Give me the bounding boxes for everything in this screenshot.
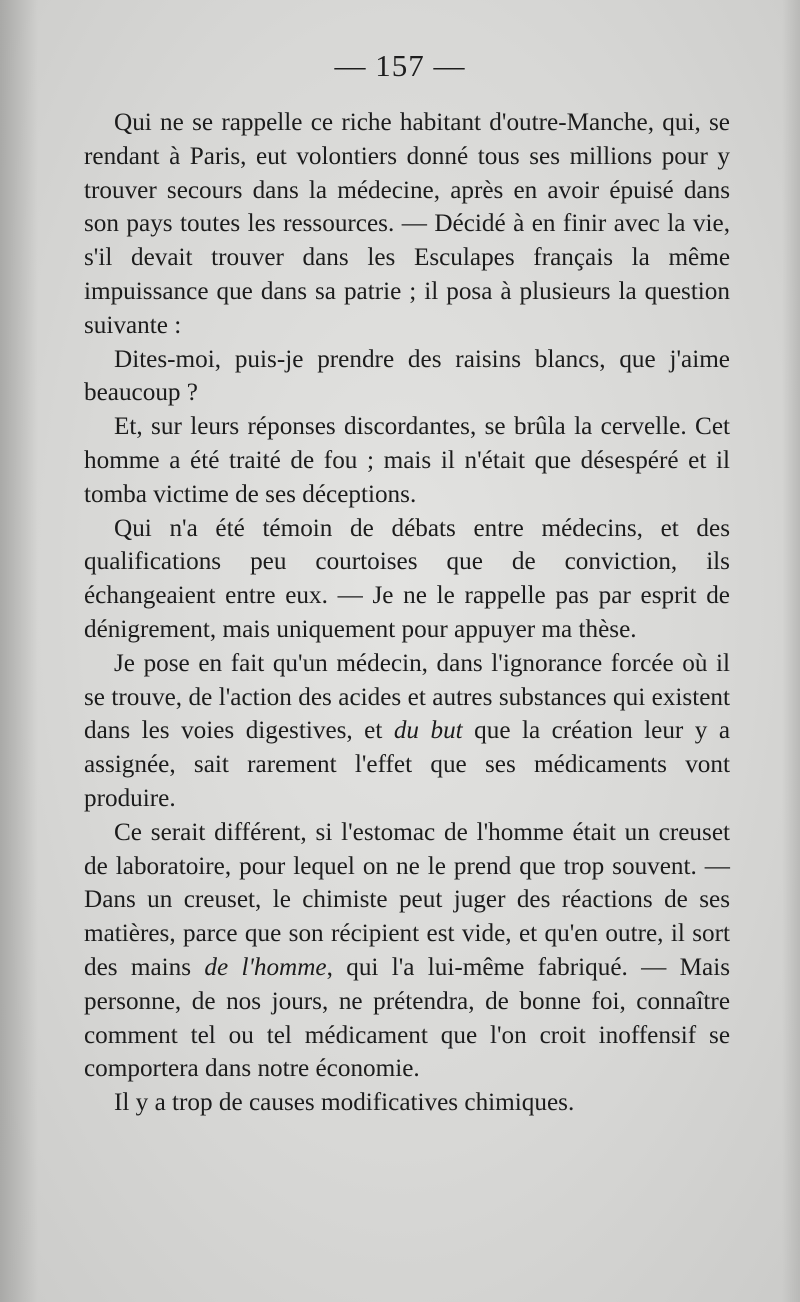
paragraph	[84, 647, 730, 816]
text-run: , qui l'a lui-même fabriqué. — Mais personne, de nos jours, ne prétendra, de bonne foi, connaître comment tel ou tel médicament que l'on croit inoffensif se comportera dans notre économie.	[84, 953, 730, 1083]
body-text	[84, 106, 730, 1120]
paragraph: Il y a trop de causes modificatives chimiques.	[114, 1089, 575, 1117]
paragraph: Et, sur leurs réponses discordantes, se brûla la cervelle. Cet homme a été traité de fou ; mais il n'était que désespéré et il tomba victime de ses déceptions.	[84, 413, 730, 508]
text-run: Ce serait différent, si l'estomac de l'homme était un creuset de laboratoire, pour lequel on ne le prend que trop souvent. — Dans un creuset, le chimiste peut juger des réactions de ses matières, parce que son récipient est vide, et qu'en outre, il sort des mains	[84, 818, 730, 981]
italic-text: du but	[393, 717, 463, 745]
paragraph	[84, 816, 730, 1086]
paragraph: Qui n'a été témoin de débats entre médecins, et des qualifications peu courtoises que de conviction, ils échangeaient entre eux. — Je ne le rappelle pas par esprit de dénigrement, mais uniquement pour appuyer ma thèse.	[84, 514, 730, 643]
page-number: — 157 —	[334, 48, 466, 83]
paragraph: Dites-moi, puis-je prendre des raisins blancs, que j'aime beaucoup ?	[84, 345, 730, 407]
paragraph: Qui ne se rappelle ce riche habitant d'outre-Manche, qui, se rendant à Paris, eut volontiers donné tous ses millions pour y trouver secours dans la médecine, après en avoir épuisé dans son pays toutes les ressources. — Décidé à en finir avec la vie, s'il devait trouver dans les Esculapes français la même impuissance que dans sa patrie ; il posa à plusieurs la question suivante :	[84, 109, 730, 339]
italic-text: de l'homme	[204, 953, 327, 981]
text-run: que la création leur y a assignée, sait rarement l'effet que ses médicaments vont produire.	[84, 717, 731, 812]
text-run: Je pose en fait qu'un médecin, dans l'ignorance forcée où il se trouve, de l'action des acides et autres substances qui existent dans les voies digestives, et	[84, 649, 730, 745]
